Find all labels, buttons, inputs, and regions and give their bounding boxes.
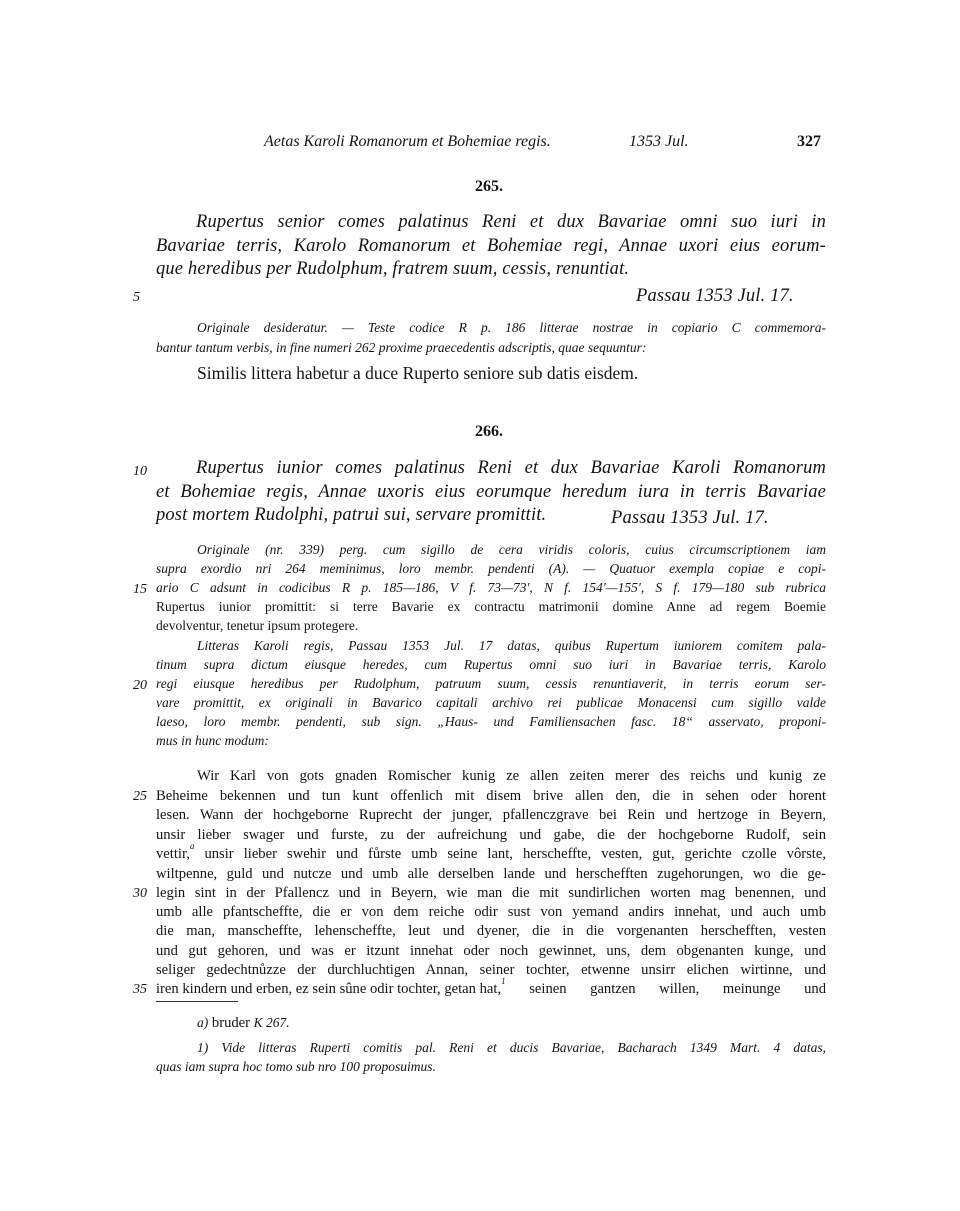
footnote-a-ref: K 267. — [253, 1015, 290, 1030]
note-266-line: Originale (nr. 339) perg. cum sigillo de cera viridis coloris, cuius circumscriptionem iam — [197, 542, 826, 557]
footnote-rule — [156, 1001, 238, 1002]
charter-text-line: und gut gehoren, und was er itzunt innehat oder noch gewinnet, uns, dem obgenanten kunge, und — [156, 943, 826, 959]
charter-text-line — [156, 976, 826, 998]
line-number: 25 — [133, 789, 147, 804]
line-number: 10 — [133, 464, 147, 479]
charter-text-line: lesen. Wann der hochgeborne Ruprecht der junger, pfallenczgrave bei Rein und hertzoge in Beyern, — [156, 807, 826, 823]
footnote-a-text: bruder — [211, 1015, 250, 1031]
line-number: 5 — [133, 290, 140, 305]
charter-text-line: seliger gedechtnůzze der durchluchtigen Annan, seiner tochter, etwenne unsirr elichen wirtinne, und — [156, 962, 826, 978]
note-265-line: Originale desideratur. — Teste codice R p. 186 litterae nostrae in copiario C commemora- — [197, 320, 826, 335]
place-date-266: Passau 1353 Jul. 17. — [611, 508, 769, 528]
regest-265-line: Rupertus senior comes palatinus Reni et dux Bavariae omni suo iuri in — [196, 212, 826, 232]
running-title: Aetas Karoli Romanorum et Bohemiae regis. — [264, 133, 551, 150]
note-266-line: ario C adsunt in codicibus R p. 185—186, V f. 73—73', N f. 154'—155', S f. 179—180 sub rubrica — [156, 580, 826, 595]
charter-text-line: wiltpenne, guld und nutcze und umb alle derselben lande und herschefften zugehorungen, wo die ge- — [156, 866, 826, 882]
charter-text-line: Wir Karl von gots gnaden Romischer kunig ze allen zeiten merer des reichs und kunig ze — [197, 768, 826, 784]
note-266b-line: vare promittit, ex originali in Bavarico capitali archivo rei publicae Monacensi cum sigillo valde — [156, 695, 826, 710]
charter-text-segment: seinen gantzen willen, meinunge und — [505, 981, 826, 997]
page-number: 327 — [797, 133, 821, 150]
document-number-265: 265. — [475, 178, 503, 195]
charter-text-line: die man, manscheffte, lehenscheffte, leut und dyener, die in die vorgenanten herschefften, vesten — [156, 923, 826, 939]
footnote-1-line: quas iam supra hoc tomo sub nro 100 proposuimus. — [156, 1059, 436, 1074]
note-265-line: bantur tantum verbis, in fine numeri 262 proxime praecedentis adscriptis, quae sequuntur: — [156, 340, 647, 355]
line-number: 30 — [133, 886, 147, 901]
charter-text-line: Beheime bekennen und tun kunt offenlich mit disem brive allen den, die in sehen oder horent — [156, 788, 826, 804]
running-date: 1353 Jul. — [629, 133, 689, 150]
charter-text-line: legin sint in der Pfallencz und in Beyern, wie man die mit sundirlichen worten mag benennen, und — [156, 885, 826, 901]
charter-text-segment: vettir, — [156, 846, 190, 862]
note-266-line: supra exordio nri 264 meminimus, loro membr. pendenti (A). — Quatuor exempla copiae e copi- — [156, 561, 826, 576]
similis-littera: Similis littera habetur a duce Ruperto seniore sub datis eisdem. — [197, 363, 639, 383]
note-266b-line: Litteras Karoli regis, Passau 1353 Jul. 17 datas, quibus Rupertum iuniorem comitem pala- — [197, 638, 826, 653]
charter-text-segment: iren kindern und erben, ez sein sûne odir tochter, getan hat, — [156, 981, 502, 997]
charter-text-line: unsir lieber swager und furste, zu der aufreichung und gabe, die der hochgeborne Rudolf, sein — [156, 827, 826, 843]
regest-266-line: Rupertus iunior comes palatinus Reni et dux Bavariae Karoli Romanorum — [196, 458, 826, 478]
footnote-a-label: a) — [197, 1015, 209, 1030]
note-266b-line: regi eiusque heredibus per Rudolphum, patruum suum, cessis renuntiaverit, in terris eorum ser- — [156, 676, 826, 691]
note-266-line: devolventur, tenetur ipsum protegere. — [156, 618, 359, 633]
regest-265-line: que heredibus per Rudolphum, fratrem suum, cessis, renuntiat. — [156, 259, 630, 279]
place-date-265: Passau 1353 Jul. 17. — [636, 286, 794, 306]
line-number: 15 — [133, 582, 147, 597]
note-266b-line: tinum supra dictum eiusque heredes, cum Rupertus omni suo iuri in Bavariae terris, Karolo — [156, 657, 826, 672]
footnote-marker-1: 1 — [501, 976, 506, 986]
note-266-line: Rupertus iunior promittit: si terre Bavarie ex contractu matrimonii domine Anne ad regem Boemie — [156, 599, 826, 614]
note-266b-line: mus in hunc modum: — [156, 733, 269, 748]
regest-265-line: Bavariae terris, Karolo Romanorum et Bohemiae regi, Annae uxori eius eorum- — [156, 236, 826, 256]
line-number: 35 — [133, 982, 147, 997]
regest-266-line: et Bohemiae regis, Annae uxoris eius eorumque heredum iura in terris Bavariae — [156, 482, 826, 502]
regest-266-line: post mortem Rudolphi, patrui sui, servare promittit. — [156, 505, 547, 525]
document-number-266: 266. — [475, 423, 503, 440]
line-number: 20 — [133, 678, 147, 693]
footnote-a — [197, 1015, 290, 1032]
footnote-1-line: 1) Vide litteras Ruperti comitis pal. Reni et ducis Bavariae, Bacharach 1349 Mart. 4 datas, — [197, 1040, 826, 1055]
note-266b-line: laeso, loro membr. pendenti, sub sign. „Haus- und Familiensachen fasc. 18“ asservato, proponi- — [156, 714, 826, 729]
charter-text-line — [156, 841, 826, 863]
footnote-marker-a: a — [189, 841, 195, 851]
charter-text-segment: unsir lieber swehir und fůrste umb seine lant, herscheffte, vesten, gut, gerichte czolle vôrste, — [194, 846, 826, 862]
charter-text-line: umb alle pfantscheffte, die er von dem reiche odir sust von yemand andirs innehat, und auch umb — [156, 904, 826, 920]
